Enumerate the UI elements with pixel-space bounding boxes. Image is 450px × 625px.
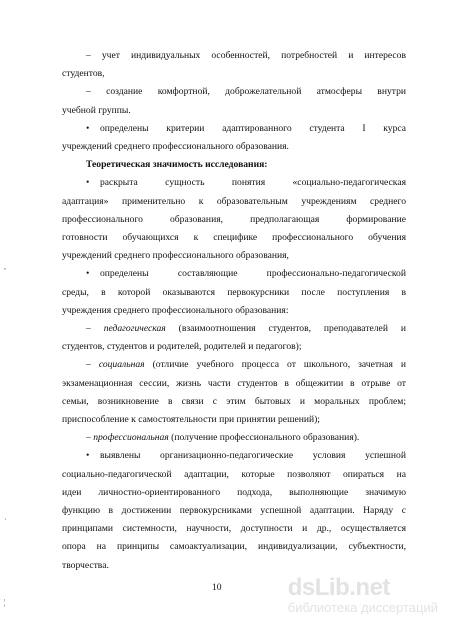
bullet-icon: • bbox=[86, 122, 90, 134]
bullet-icon: • bbox=[86, 450, 90, 462]
text-line: учреждения среднего профессионального образования: bbox=[62, 304, 289, 316]
page-number: 10 bbox=[212, 582, 222, 593]
italic-term: социальная bbox=[98, 359, 145, 371]
watermark-logo: dsLib.net bbox=[287, 574, 390, 601]
text-line: студентов, студентов и родителей, родителей и педагогов); bbox=[62, 341, 302, 353]
text-line: приспособление к самостоятельности при принятии решений); bbox=[62, 414, 320, 425]
text-line: опора на принципы самоактуализации, индивидуализации, субъектности, bbox=[62, 541, 406, 553]
text-line: учебной группы. bbox=[62, 104, 131, 116]
text-line: определены критерии адаптированного студента I курса bbox=[100, 122, 406, 134]
watermark bbox=[288, 576, 438, 615]
text-line: идеи личностно-ориентированного подхода, выполняющие значимую bbox=[62, 486, 406, 498]
text-line: профессионального образования, предполагающая формирование bbox=[62, 213, 406, 225]
scan-mark: · bbox=[4, 515, 7, 524]
text-line: адаптация» применительно к образовательным учреждениям среднего bbox=[62, 195, 406, 207]
text-line: учреждений среднего профессионального образования, bbox=[62, 250, 289, 262]
list-item-professional bbox=[86, 432, 406, 444]
bullet-icon: • bbox=[86, 268, 90, 280]
text-line: раскрыта сущность понятия «социально-педагогическая bbox=[100, 177, 406, 189]
italic-term: профессиональная bbox=[93, 432, 169, 444]
italic-term: педагогическая bbox=[103, 323, 166, 334]
text-line: семьи, возникновение в связи с этим бытовых и моральных проблем; bbox=[62, 395, 406, 407]
text-line: выявлены организационно-педагогические условия успешной bbox=[100, 450, 406, 462]
dash: – bbox=[86, 323, 104, 334]
bullet-item bbox=[86, 177, 406, 189]
text-line: – учет индивидуальных особенностей, потребностей и интересов bbox=[86, 50, 406, 61]
dash: – bbox=[86, 432, 94, 444]
text-line: учреждений среднего профессионального образования. bbox=[62, 141, 289, 152]
text-line: социально-педагогической адаптации, которые позволяют опираться на bbox=[62, 468, 406, 480]
text-line: функцию в достижении первокурсниками успешной адаптации. Наряду с bbox=[62, 505, 406, 516]
text-line: экзаменационная сессии, жизнь части студентов в общежитии в отрыве от bbox=[62, 377, 406, 389]
scan-mark: , bbox=[4, 262, 6, 271]
text-rest: (взаимоотношения студентов, преподавателей и bbox=[165, 323, 406, 334]
bullet-icon: • bbox=[86, 177, 90, 189]
text-line: – создание комфортной, доброжелательной атмосферы внутри bbox=[86, 86, 406, 98]
bullet-item bbox=[86, 450, 406, 462]
watermark-subtitle: библиотека диссертаций bbox=[287, 600, 438, 615]
text-line: готовности обучающихся к специфике профессионального обучения bbox=[62, 232, 406, 243]
section-heading: Теоретическая значимость исследования: bbox=[86, 159, 268, 171]
text-line: среды, в которой оказываются первокурсники после поступления в bbox=[62, 286, 406, 298]
text-line: принципами системности, научности, доступности и др., осуществляется bbox=[62, 523, 406, 535]
text-line: определены составляющие профессионально-педагогической bbox=[100, 268, 406, 280]
text-line: творчества. bbox=[62, 559, 109, 571]
text-rest: (отличие учебного процесса от школьного, зачетная и bbox=[144, 359, 406, 371]
dash: – bbox=[86, 359, 99, 371]
list-item-pedagogical bbox=[86, 323, 406, 335]
text-rest: (получение профессионального образования). bbox=[168, 432, 360, 444]
bullet-item bbox=[86, 123, 406, 135]
list-item-social bbox=[86, 359, 406, 371]
text-line: студентов, bbox=[62, 68, 105, 80]
bullet-item bbox=[86, 268, 406, 280]
scan-mark: ¦ bbox=[4, 598, 6, 607]
